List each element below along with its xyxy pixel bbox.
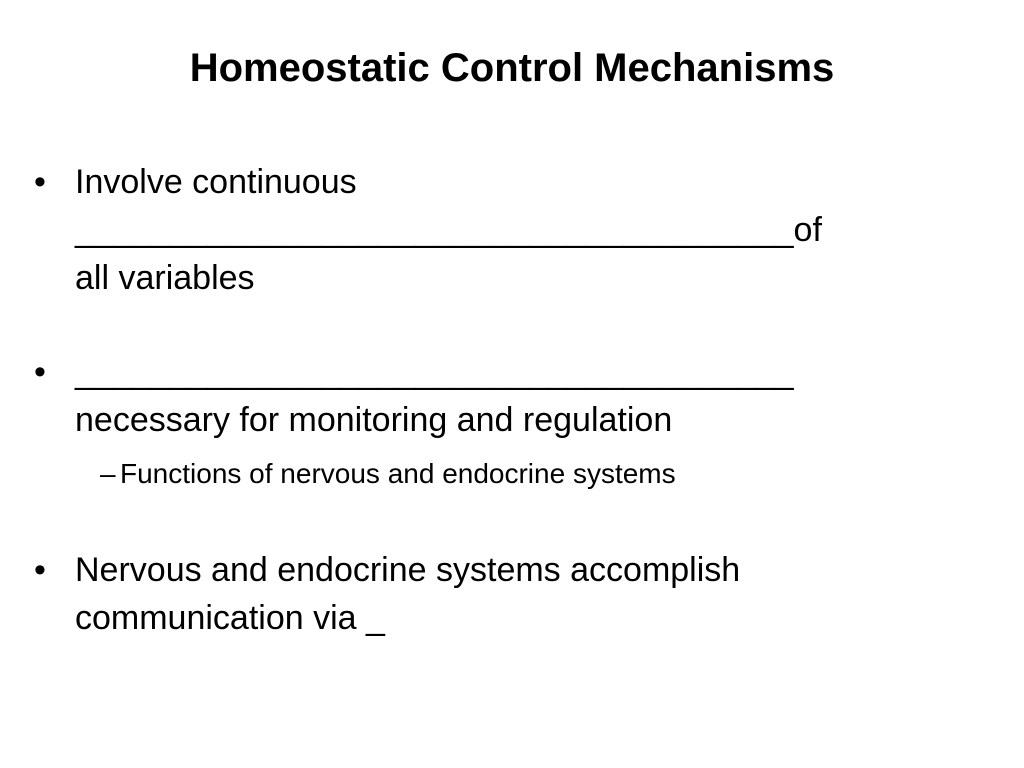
bullet-line-blank: ______________________________________ [75, 353, 794, 391]
bullet-item [34, 546, 974, 642]
sub-bullet-text: Functions of nervous and endocrine systems [120, 458, 676, 489]
bullet-line: Nervous and endocrine systems accomplish [75, 551, 741, 589]
bullet-line: all variables [75, 259, 255, 297]
bullet-item [34, 348, 974, 444]
bullet-line: necessary for monitoring and regulation [75, 401, 673, 439]
bullet-text [75, 546, 974, 642]
sub-bullet-marker: – [100, 458, 116, 489]
bullet-line-blank: communication via _ [75, 599, 385, 637]
bullet-text [75, 158, 974, 302]
bullet-marker: • [34, 551, 46, 589]
bullet-marker: • [34, 353, 46, 391]
bullet-marker: • [34, 163, 46, 201]
bullet-line: Involve continuous [75, 163, 357, 201]
bullet-item [34, 158, 974, 302]
sub-bullet-item [34, 454, 974, 494]
bullet-text [75, 348, 974, 444]
slide-content [34, 158, 974, 642]
slide-title: Homeostatic Control Mechanisms [189, 46, 835, 90]
bullet-line-blank: ______________________________________of [75, 211, 822, 249]
